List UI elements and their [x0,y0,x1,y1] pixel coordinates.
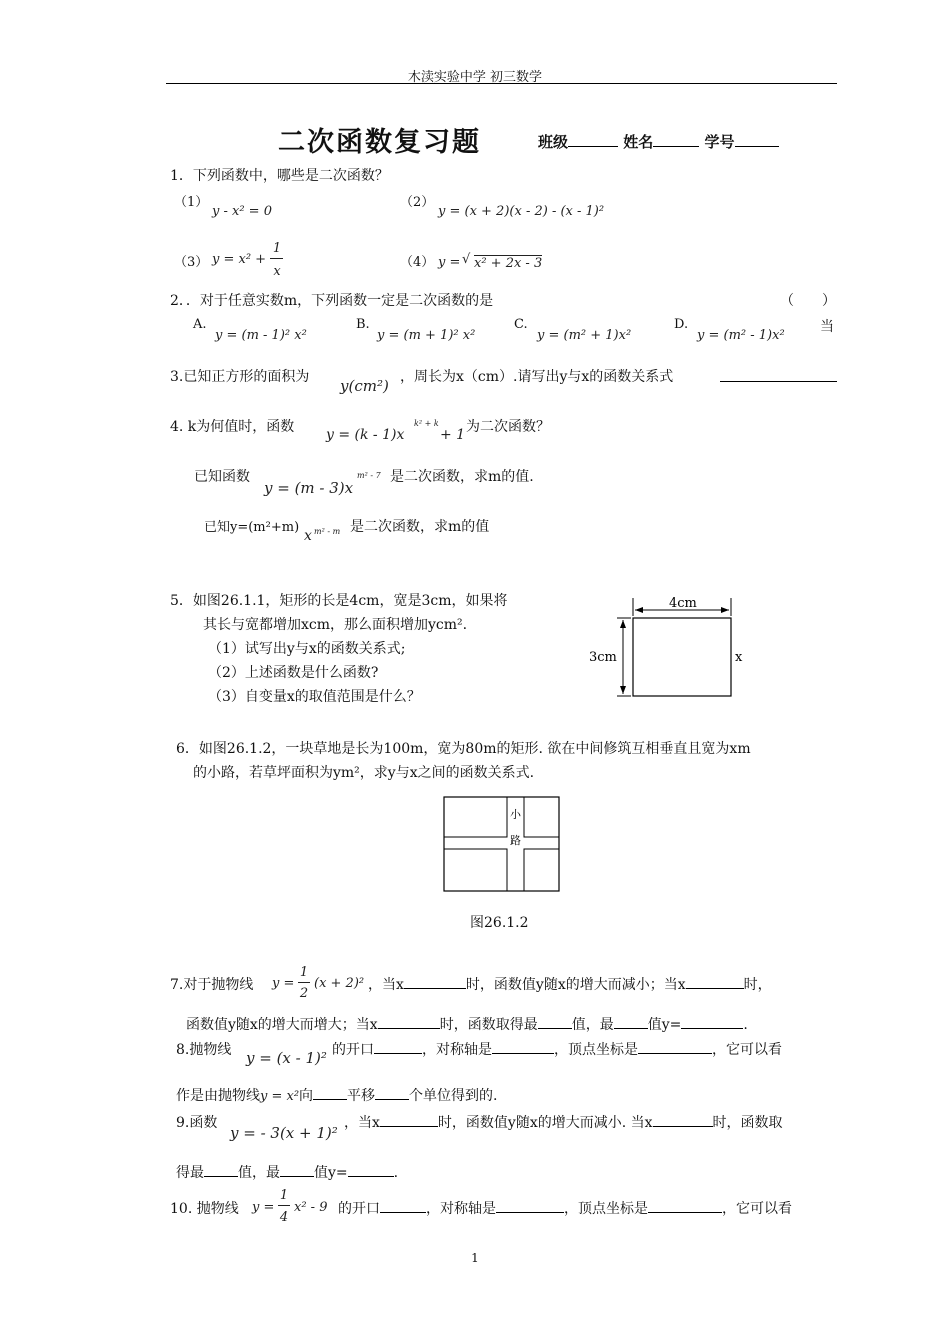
q9-l2d: . [393,1165,399,1181]
q5-sub2: （2）上述函数是什么函数? [208,665,379,681]
lawn-plot-br [524,849,559,891]
q4-text: 为二次函数？ [466,419,550,435]
fraction-bar [278,1205,290,1206]
q2-option-a-expr: y = (m - 1)² x² [215,328,307,343]
q8-t3: ，顶点坐标是 [554,1042,638,1058]
q10-t1: 的开口 [338,1201,380,1217]
q3-text: ，周长为x（cm）.请写出y与x的函数关系式 [400,369,674,385]
q1-option2-label: （2） [400,195,435,210]
q7-blank2[interactable] [686,974,744,989]
q10-expr-b: x² - 9 [294,1200,328,1215]
q9-text [344,1112,783,1132]
q8-l2d: 个单位得到的. [409,1088,498,1104]
lawn-plot-tr [524,797,559,837]
fraction-bar [270,258,283,259]
q9-blank1[interactable] [380,1112,438,1127]
q4b-expr: y = (m - 3)x [264,479,354,497]
fig-label-top: 4cm [669,596,697,611]
id-label: 学号 [704,133,735,151]
arrow-right [721,607,729,613]
q8-l2c: 平移 [347,1088,376,1104]
q10-text [338,1198,792,1218]
figure-caption: 图26.1.2 [470,915,529,931]
q9-l2c: 值y= [314,1165,348,1181]
q4-constant: + 1 [440,427,466,443]
header-rule [166,83,837,84]
q10-blank1[interactable] [380,1198,426,1213]
arrow-left [635,607,643,613]
q10-denominator: 4 [279,1210,289,1225]
q9-t2: 时，函数值y随x的增大而减小. 当x [437,1115,653,1131]
q1-option4-prefix: y = [438,255,461,270]
q8-l2a: 作是由抛物线 [176,1088,260,1104]
q1-option3-denominator: x [273,264,281,279]
q10-t2: ，对称轴是 [426,1201,496,1217]
q8-l2-expr: y = x² [260,1089,300,1104]
road-label-1: 小 [510,808,521,821]
q9-t1: ，当x [344,1115,380,1131]
fig-label-right: x [735,650,743,665]
name-blank[interactable] [653,132,699,147]
q7-text [368,974,772,994]
q9-blank5[interactable] [348,1162,394,1177]
q4-prefix: 4. k为何值时，函数 [170,419,295,435]
arrow-up [620,620,626,628]
q4-expr: y = (k - 1)x [326,427,405,443]
q7-l2d: 值y= [647,1017,682,1033]
q7-expr-b: (x + 2)² [314,976,365,991]
q1-option3-expr: y = x² + [212,252,267,267]
rectangle-shape [633,618,731,696]
q2-option-d-label: D. [674,317,689,332]
q7-t3: 时， [743,977,772,993]
q7-blank3[interactable] [378,1014,440,1029]
lawn-plot-bl [444,849,507,891]
q10-expr-a: y = [252,1200,275,1215]
class-blank[interactable] [568,132,618,147]
q4c-base: x [304,528,312,544]
q9-l2a: 得最 [176,1165,204,1181]
q9-blank4[interactable] [280,1162,314,1177]
q3-answer-blank[interactable] [720,381,837,382]
lawn-figure [440,794,564,896]
q3-expr: y(cm²) [340,377,389,395]
q1-stem: 1．下列函数中，哪些是二次函数？ [170,168,389,184]
q10-prefix: 10. 抛物线 [170,1201,239,1217]
radical-sign: √ [462,252,471,267]
student-info-fields [538,131,779,152]
q3-prefix: 3.已知正方形的面积为 [170,369,310,385]
q7-l2b: 时，函数取得最 [439,1017,538,1033]
q4b-exponent: m² - 7 [357,471,381,480]
q7-l2a: 函数值y随x的增大而增大；当x [186,1017,378,1033]
q10-numerator: 1 [279,1188,289,1203]
q7-blank5[interactable] [614,1014,648,1029]
q4c-text: 是二次函数，求m的值 [350,519,490,535]
q5-sub1: （1）试写出y与x的函数关系式; [208,641,406,657]
q9-l2b: 值，最 [238,1165,280,1181]
q10-blank2[interactable] [496,1198,564,1213]
q8-t4: ，它可以看 [712,1042,782,1058]
q2-option-d-expr: y = (m² - 1)x² [697,328,785,343]
id-blank[interactable] [735,132,779,147]
q10-t4: ，它可以看 [722,1201,792,1217]
q7-l2e: . [743,1017,748,1033]
q1-option4-label: （4） [400,255,435,270]
q10-blank3[interactable] [648,1198,722,1213]
q1-option1-expr: y - x² = 0 [212,204,272,219]
q7-t1: ，当x [368,977,404,993]
q9-blank2[interactable] [653,1112,713,1127]
q6-line2: 的小路，若草坪面积为ym²，求y与x之间的函数关系式. [193,765,535,781]
q9-prefix: 9.函数 [176,1115,218,1131]
lawn-outline [444,797,559,891]
q7-expr-a: y = [272,976,295,991]
q1-option1-label: （1） [174,195,209,210]
q10-t3: ，顶点坐标是 [564,1201,648,1217]
q1-option3-numerator: 1 [272,241,282,256]
q4-exponent: k² + k [414,419,439,428]
class-label: 班级 [538,133,569,151]
q8-prefix: 8.抛物线 [176,1042,232,1058]
fraction-bar [298,982,310,983]
name-label: 姓名 [623,133,654,151]
q8-blank4[interactable] [313,1085,347,1100]
q7-t2: 时，函数值y随x的增大而减小；当x [465,977,686,993]
q7-line2 [186,1014,748,1034]
q7-prefix: 7.对于抛物线 [170,977,254,993]
q2-option-c-expr: y = (m² + 1)x² [537,328,632,343]
q4b-text: 是二次函数，求m的值. [390,469,534,485]
fig-label-left: 3cm [589,650,617,665]
page-number: 1 [471,1251,479,1265]
q7-denominator: 2 [299,986,309,1001]
road-label-2: 路 [510,834,521,847]
q2-stem: 2．．对于任意实数m，下列函数一定是二次函数的是 [170,293,494,309]
page-header: 木渎实验中学 初三数学 [407,70,543,85]
q8-line2 [176,1085,498,1105]
q8-l2b: 向 [299,1088,314,1104]
q6-line1: 6．如图26.1.2，一块草地是长为100m，宽为80m的矩形. 欲在中间修筑互相垂直且宽为xm [176,741,751,757]
arrow-down [620,686,626,694]
q9-line2 [176,1162,398,1182]
q5-line2: 其长与宽都增加xcm，那么面积增加ycm². [203,617,468,633]
page-title: 二次函数复习题 [278,127,481,158]
q2-option-b-expr: y = (m + 1)² x² [377,328,476,343]
q2-answer-paren[interactable]: （ ） [780,293,836,309]
q7-blank6[interactable] [681,1014,743,1029]
q8-text [332,1039,782,1059]
q9-expr: y = - 3(x + 1)² [230,1124,338,1142]
q2-option-a-label: A. [193,317,207,332]
q4c-prefix: 已知y=(m²+m) [204,520,300,535]
q8-t2: ，对称轴是 [422,1042,492,1058]
q4b-prefix: 已知函数 [194,469,250,485]
q7-l2c: 值，最 [571,1017,614,1033]
q4c-exponent: m² - m [314,527,341,536]
q1-option3-label: （3） [174,255,209,270]
q7-numerator: 1 [299,965,309,980]
q8-blank3[interactable] [638,1039,712,1054]
q5-sub3: （3）自变量x的取值范围是什么？ [208,689,421,705]
q2-option-c-label: C. [514,317,528,332]
q2-trailing-text: 当 [820,319,834,335]
q1-option4-radicand: x² + 2x - 3 [474,256,543,271]
q7-blank4[interactable] [538,1014,572,1029]
q2-option-b-label: B. [356,317,370,332]
q8-blank5[interactable] [375,1085,409,1100]
q7-blank1[interactable] [404,974,466,989]
q5-line1: 5．如图26.1.1，矩形的长是4cm，宽是3cm，如果将 [170,593,508,609]
q9-t3: 时，函数取 [712,1115,783,1131]
q8-blank2[interactable] [492,1039,554,1054]
q8-blank1[interactable] [374,1039,422,1054]
lawn-plot-tl [444,797,507,837]
q8-t1: 的开口 [332,1042,374,1058]
q8-expr: y = (x - 1)² [246,1049,327,1067]
q9-blank3[interactable] [204,1162,238,1177]
rectangle-figure [585,590,755,710]
q1-option2-expr: y = (x + 2)(x - 2) - (x - 1)² [438,204,605,219]
